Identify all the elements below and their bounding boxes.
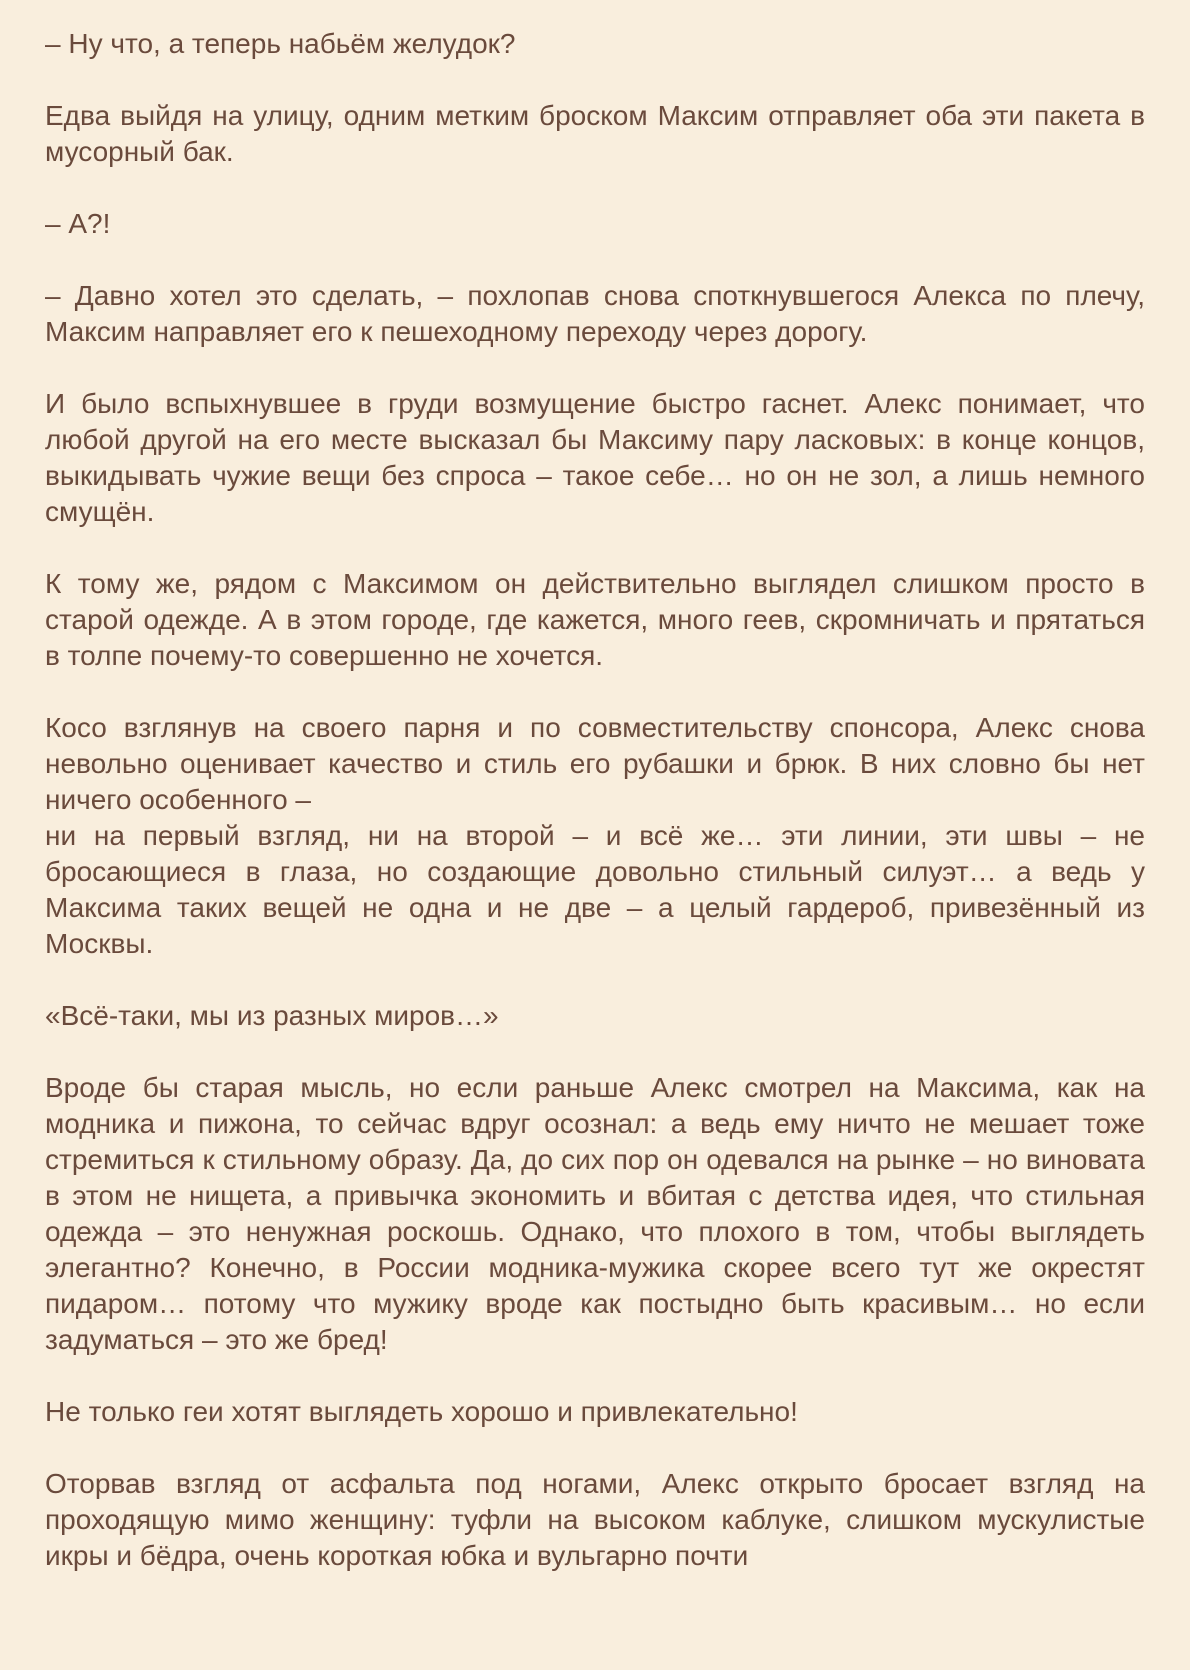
paragraph-7: Косо взглянув на своего парня и по совместительству спонсора, Алекс снова невольно оценивает качество и стиль его рубашки и брюк. В них словно бы нет ничего особенного – ни на первый взгляд, ни на второй – и всё же… эти линии, эти швы – не бросающиеся в глаза, но создающие довольно стильный силуэт… а ведь у Максима таких вещей не одна и не две – а целый гардероб, привезённый из Москвы. [45,712,1145,959]
paragraph-6: К тому же, рядом с Максимом он действительно выглядел слишком просто в старой одежде. А в этом городе, где кажется, много геев, скромничать и прятаться в толпе почему-то совершенно не хочется. [45,568,1145,671]
paragraph-3: – А?! [45,208,111,239]
paragraph-5: И было вспыхнувшее в груди возмущение быстро гаснет. Алекс понимает, что любой другой на его месте высказал бы Максиму пару ласковых: в конце концов, выкидывать чужие вещи без спроса – такое себе… но он не зол, а лишь немного смущён. [45,388,1145,527]
paragraph-9: Вроде бы старая мысль, но если раньше Алекс смотрел на Максима, как на модника и пижона, то сейчас вдруг осознал: а ведь ему ничто не мешает тоже стремиться к стильному образу. Да, до сих пор он одевался на рынке – но виновата в этом не нищета, а привычка экономить и вбитая с детства идея, что стильная одежда – это ненужная роскошь. Однако, что плохого в том, чтобы выглядеть элегантно? Конечно, в России модника-мужика скорее всего тут же окрестят пидаром… потому что мужику вроде как постыдно быть красивым… но если задуматься – это же бред! [45,1072,1145,1355]
paragraph-1: – Ну что, а теперь набьём желудок? [45,28,516,59]
paragraph-11: Оторвав взгляд от асфальта под ногами, Алекс открыто бросает взгляд на проходящую мимо женщину: туфли на высоком каблуке, слишком мускулистые икры и бёдра, очень короткая юбка и вульгарно почти [45,1468,1145,1571]
paragraph-4: – Давно хотел это сделать, – похлопав снова споткнувшегося Алекса по плечу, Максим направляет его к пешеходному переходу через дорогу. [45,280,1145,347]
paragraph-2: Едва выйдя на улицу, одним метким броском Максим отправляет оба эти пакета в мусорный бак. [45,100,1145,167]
paragraph-8: «Всё-таки, мы из разных миров…» [45,1000,499,1031]
paragraph-10: Не только геи хотят выглядеть хорошо и привлекательно! [45,1396,798,1427]
